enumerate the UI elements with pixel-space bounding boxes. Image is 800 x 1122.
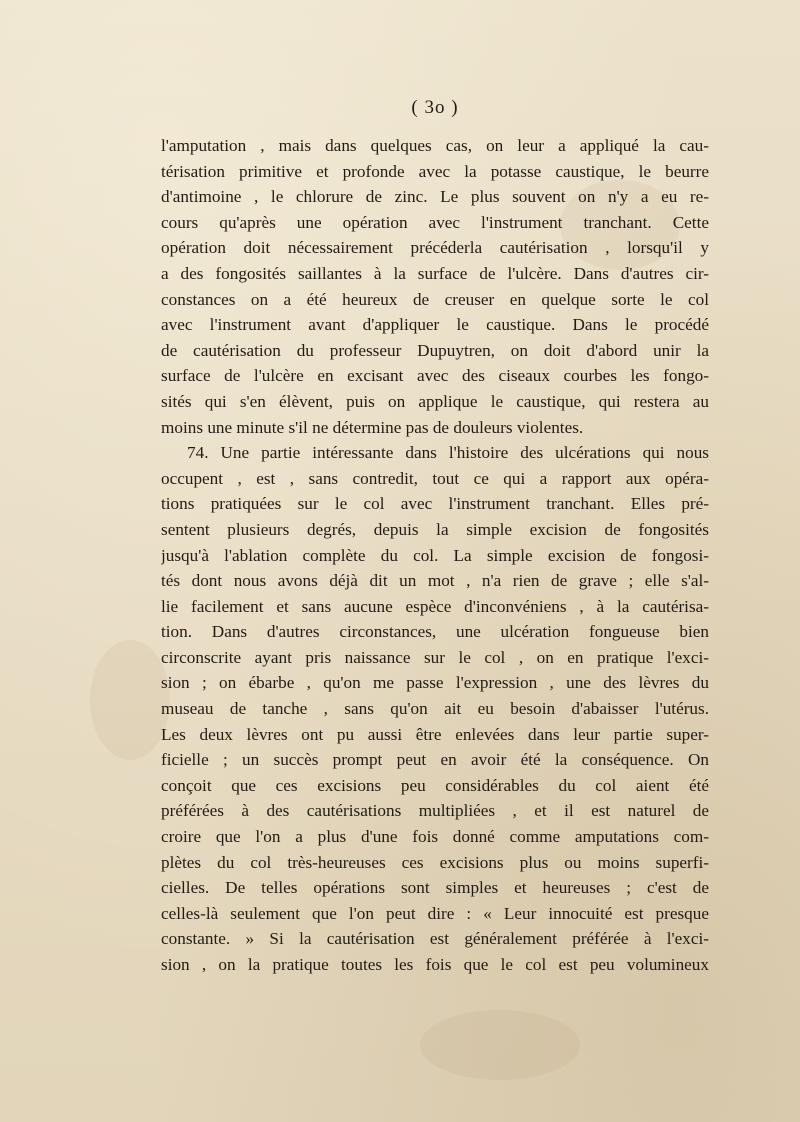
body-text bbox=[161, 133, 709, 978]
text-line: cours qu'après une opération avec l'instrument tranchant. Cette bbox=[161, 212, 709, 232]
text-line: lie facilement et sans aucune espèce d'inconvéniens , à la cautérisa- bbox=[161, 596, 709, 616]
text-line: sion ; on ébarbe , qu'on me passe l'expression , une des lèvres du bbox=[161, 673, 709, 693]
text-line: avec l'instrument avant d'appliquer le caustique. Dans le procédé bbox=[161, 315, 709, 335]
text-line: conçoit que ces excisions peu considérables du col aient été bbox=[161, 775, 709, 795]
text-line: museau de tanche , sans qu'on ait eu besoin d'abaisser l'utérus. bbox=[161, 699, 709, 719]
text-line: tion. Dans d'autres circonstances, une ulcération fongueuse bien bbox=[161, 622, 709, 642]
text-line: a des fongosités saillantes à la surface de l'ulcère. Dans d'autres cir- bbox=[161, 263, 709, 283]
text-line: constances on a été heureux de creuser en quelque sorte le col bbox=[161, 289, 709, 309]
text-line: moins une minute s'il ne détermine pas de douleurs violentes. bbox=[161, 417, 584, 437]
text-line: ficielle ; un succès prompt peut en avoir été la conséquence. On bbox=[161, 750, 709, 770]
text-line: d'antimoine , le chlorure de zinc. Le plus souvent on n'y a eu re- bbox=[161, 187, 709, 207]
text-line: surface de l'ulcère en excisant avec des ciseaux courbes les fongo- bbox=[161, 366, 709, 386]
text-line: préférées à des cautérisations multipliées , et il est naturel de bbox=[161, 801, 709, 821]
text-line: circonscrite ayant pris naissance sur le col , on en pratique l'exci- bbox=[161, 647, 709, 667]
text-line: tés dont nous avons déjà dit un mot , n'a rien de grave ; elle s'al- bbox=[161, 571, 709, 591]
text-line: térisation primitive et profonde avec la potasse caustique, le beurre bbox=[161, 161, 709, 181]
text-line: de cautérisation du professeur Dupuytren, on doit d'abord unir la bbox=[161, 340, 709, 360]
text-line: occupent , est , sans contredit, tout ce qui a rapport aux opéra- bbox=[161, 468, 709, 488]
text-line: opération doit nécessairement précéderla cautérisation , lorsqu'il y bbox=[161, 238, 709, 258]
paragraph-start-line: 74. Une partie intéressante dans l'histoire des ulcérations qui nous bbox=[187, 443, 709, 463]
text-line: plètes du col très-heureuses ces excisions plus ou moins superfi- bbox=[161, 852, 709, 872]
text-line: constante. » Si la cautérisation est généralement préférée à l'exci- bbox=[161, 929, 709, 949]
text-line: jusqu'à l'ablation complète du col. La simple excision de fongosi- bbox=[161, 545, 709, 565]
text-line: sion , on la pratique toutes les fois que le col est peu volumineux bbox=[161, 955, 709, 974]
text-line: Les deux lèvres ont pu aussi être enlevées dans leur partie super- bbox=[161, 724, 709, 744]
text-line: sités qui s'en élèvent, puis on applique le caustique, qui restera au bbox=[161, 391, 709, 411]
paper-stain bbox=[90, 640, 170, 760]
text-line: sentent plusieurs degrés, depuis la simple excision de fongosités bbox=[161, 519, 709, 539]
text-line: tions pratiquées sur le col avec l'instrument tranchant. Elles pré- bbox=[161, 494, 709, 514]
paper-stain bbox=[420, 1010, 580, 1080]
text-line: l'amputation , mais dans quelques cas, on leur a appliqué la cau- bbox=[161, 136, 709, 155]
text-line: croire que l'on a plus d'une fois donné comme amputations com- bbox=[161, 827, 709, 847]
page-number: ( 3o ) bbox=[411, 97, 459, 118]
text-line: cielles. De telles opérations sont simples et heureuses ; c'est de bbox=[161, 878, 709, 898]
text-line: celles-là seulement que l'on peut dire : « Leur innocuité est presque bbox=[161, 903, 709, 923]
